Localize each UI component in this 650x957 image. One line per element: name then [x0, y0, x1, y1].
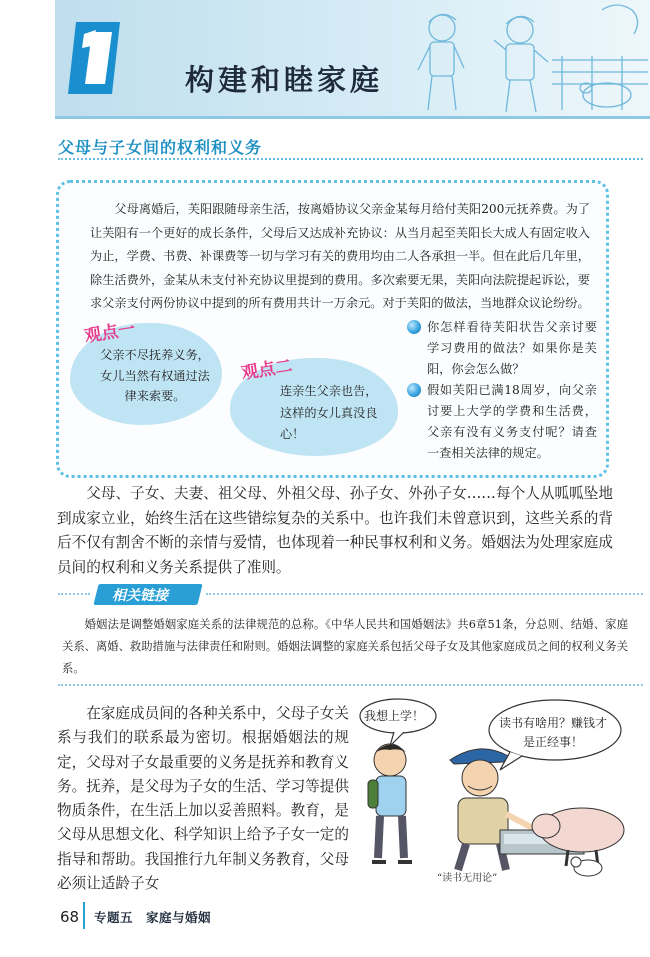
header-rule: [55, 116, 650, 119]
header-illustration: [402, 0, 650, 116]
question-one-text: 你怎样看待芙阳状告父亲讨要学习费用的做法？如果你是芙阳，你会怎么做？: [427, 320, 597, 376]
related-link-rule-right: [206, 593, 643, 595]
viewpoint-one-text: 父亲不尽抚养义务，女儿当然有权通过法律来索要。: [100, 348, 210, 403]
cartoon-caption: “读书无用论”: [437, 873, 498, 884]
question-two-text: 假如芙阳已满18周岁，向父亲讨要上大学的学费和生活费，父亲有没有义务支付呢？请查一查相关法律的规定。: [427, 383, 597, 460]
boy-speech-bubble: 我想上学！: [364, 709, 425, 723]
body-paragraph: 父母、子女、夫妻、祖父母、外祖父母、孙子女、外孙子女……每个人从呱呱坠地到成家立业，始终生活在这些错综复杂的关系中。也许我们未曾意识到，这些关系的背后不仅有割舍不断的亲情与爱情，也体现着一种民事权利和义务。婚姻法为处理家庭成员间的权利和义务关系提供了准则。: [57, 485, 613, 577]
viewpoint-two-text: 连亲生父亲也告，这样的女儿真没良心！: [280, 384, 378, 441]
question-two: [427, 380, 597, 464]
related-link-rule-left: [58, 593, 90, 595]
footer-subtitle: 专题五 家庭与婚姻: [94, 910, 212, 925]
bullet-icon: [407, 383, 421, 397]
chapter-number-badge: [62, 18, 142, 98]
case-study-text: 父母离婚后，芙阳跟随母亲生活，按离婚协议父亲金某每月给付芙阳200元抚养费。为了让芙阳有一个更好的成长条件，父母后又达成补充协议：从当月起至芙阳长大成人有固定收入为止，学费、书费、补课费等一切与学习有关的费用均由二人各承担一半。但在此后几年里，除生活费外，金某从未支付补充协议里提到的费用。多次索要无果，芙阳向法院提起诉讼，要求父亲支付两份协议中提到的所有费用共计一万余元。对于芙阳的做法，当地群众议论纷纷。: [90, 202, 590, 310]
chapter-title: 构建和睦家庭: [185, 63, 384, 97]
section-rule: [58, 158, 643, 160]
footer-divider: [83, 902, 85, 929]
body-paragraph-two: 在家庭成员间的各种关系中，父母子女关系与我们的联系最为密切。根据婚姻法的规定，父母对子女最重要的义务是抚养和教育义务。抚养，是父母为子女的生活、学习等提供物质条件，在生活上加以妥善照料。教育，是父母从思想文化、科学知识上给予子女一定的指导和帮助。我国推行九年制义务教育，父母必须让适龄子女: [57, 705, 349, 893]
related-link-rule-bottom: [58, 684, 643, 686]
question-one: [427, 317, 597, 380]
father-speech-bubble: 读书有啥用？赚钱才是正经事！: [498, 716, 607, 749]
viewpoint-two-label: 观点二: [240, 356, 294, 384]
section-title: 父母与子女间的权利和义务: [58, 138, 263, 157]
related-link-text: 婚姻法是调整婚姻家庭关系的法律规范的总称。《中华人民共和国婚姻法》共6章51条，分总则、结婚、家庭关系、离婚、救助措施与法律责任和附则。婚姻法调整的家庭关系包括父母子女及其他家庭成员之间的权利义务关系。: [62, 618, 628, 675]
viewpoint-one-label: 观点一: [83, 319, 137, 347]
bullet-icon: [407, 320, 421, 334]
related-link-label: 相关链接: [112, 588, 168, 604]
page-number: 68: [60, 908, 80, 926]
